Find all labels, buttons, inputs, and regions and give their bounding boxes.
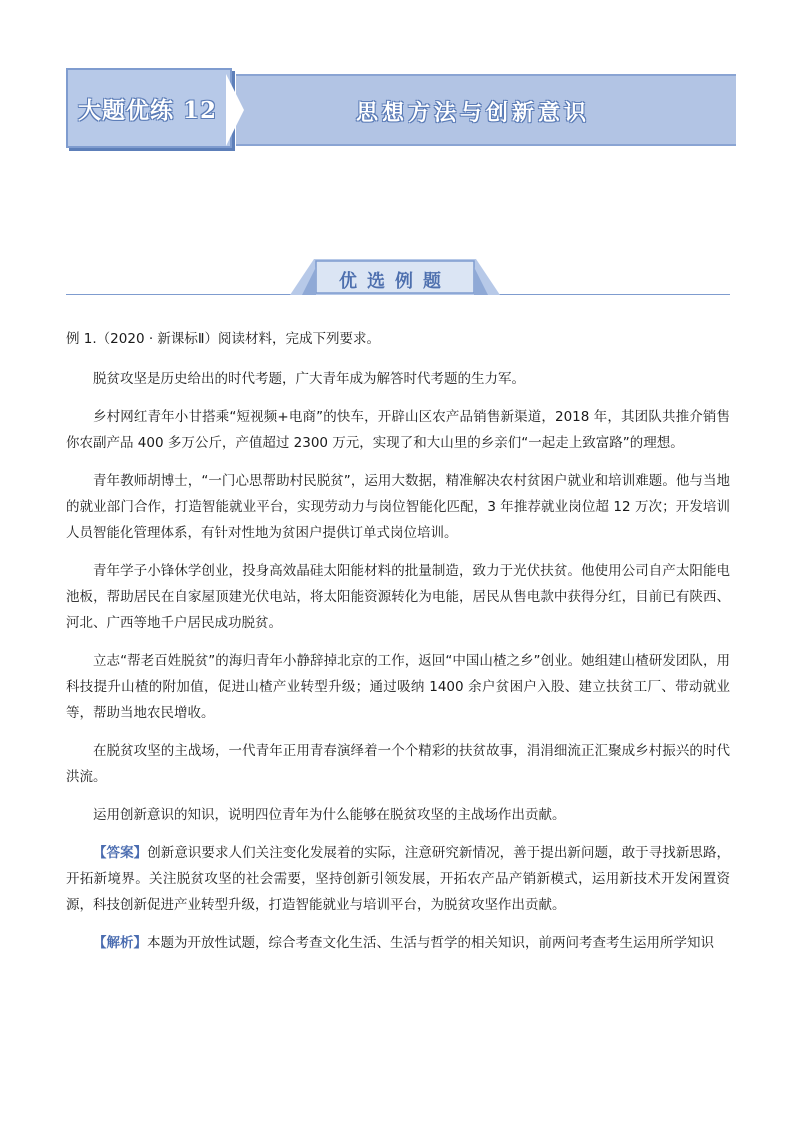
answer-block <box>66 840 730 918</box>
document-body <box>66 326 730 968</box>
answer-text: 创新意识要求人们关注变化发展着的实际，注意研究新情况，善于提出新问题，敢于寻找新思路，开拓新境界。关注脱贫攻坚的社会需要，坚持创新引领发展，开拓农产品产销新模式，运用新技术开发闲置资源，科技创新促进产业转型升级，打造智能就业与培训平台，为脱贫攻坚作出贡献。 <box>66 845 731 913</box>
analysis-block <box>66 930 730 956</box>
header-title-panel <box>236 74 736 146</box>
analysis-tag: 【解析】 <box>93 935 147 951</box>
paragraph: 立志“帮老百姓脱贫”的海归青年小静辞掉北京的工作，返回“中国山楂之乡”创业。她组建山楂研发团队，用科技提升山楂的附加值，促进山楂产业转型升级；通过吸纳 1400 余户贫困户入股、建立扶贫工厂、带动就业等，帮助当地农民增收。 <box>66 653 730 721</box>
paragraph: 乡村网红青年小甘搭乘“短视频+电商”的快车，开辟山区农产品销售新渠道，2018 年，其团队共推介销售你农副产品 400 多万公斤，产值超过 2300 万元，实现了和大山里的乡亲们“一起走上致富路”的理想。 <box>66 409 730 451</box>
header-badge <box>66 68 232 148</box>
question-prompt: 运用创新意识的知识，说明四位青年为什么能够在脱贫攻坚的主战场作出贡献。 <box>93 807 566 823</box>
section-tab <box>290 237 500 295</box>
paragraph: 青年教师胡博士，“一门心思帮助村民脱贫”，运用大数据，精准解决农村贫困户就业和培训难题。他与当地的就业部门合作，打造智能就业平台，实现劳动力与岗位智能化匹配，3 年推荐就业岗位超 12 万次；开发培训人员智能化管理体系，有针对性地为贫困户提供订单式岗位培训。 <box>66 473 730 541</box>
answer-tag: 【答案】 <box>93 845 148 861</box>
section-title: 优选例题 <box>339 271 451 292</box>
analysis-text: 本题为开放性试题，综合考查文化生活、生活与哲学的相关知识，前两问考查考生运用所学知识 <box>147 935 714 951</box>
paragraph: 脱贫攻坚是历史给出的时代考题，广大青年成为解答时代考题的生力军。 <box>93 371 525 387</box>
paragraph: 青年学子小锋休学创业，投身高效晶硅太阳能材料的批量制造，致力于光伏扶贫。他使用公司自产太阳能电池板，帮助居民在自家屋顶建光伏电站，将太阳能资源转化为电能，居民从售电款中获得分红，目前已有陕西、河北、广西等地千户居民成功脱贫。 <box>66 563 730 631</box>
page-title: 思想方法与创新意识 <box>356 100 591 126</box>
banner-divider <box>226 74 244 146</box>
question-heading: 例 1.（2020 · 新课标Ⅱ）阅读材料，完成下列要求。 <box>66 331 381 347</box>
header-banner <box>66 68 736 148</box>
paragraph: 在脱贫攻坚的主战场，一代青年正用青春演绎着一个个精彩的扶贫故事，涓涓细流正汇聚成乡村振兴的时代洪流。 <box>66 743 730 785</box>
header-badge-label: 大题优练 12 <box>78 97 218 124</box>
